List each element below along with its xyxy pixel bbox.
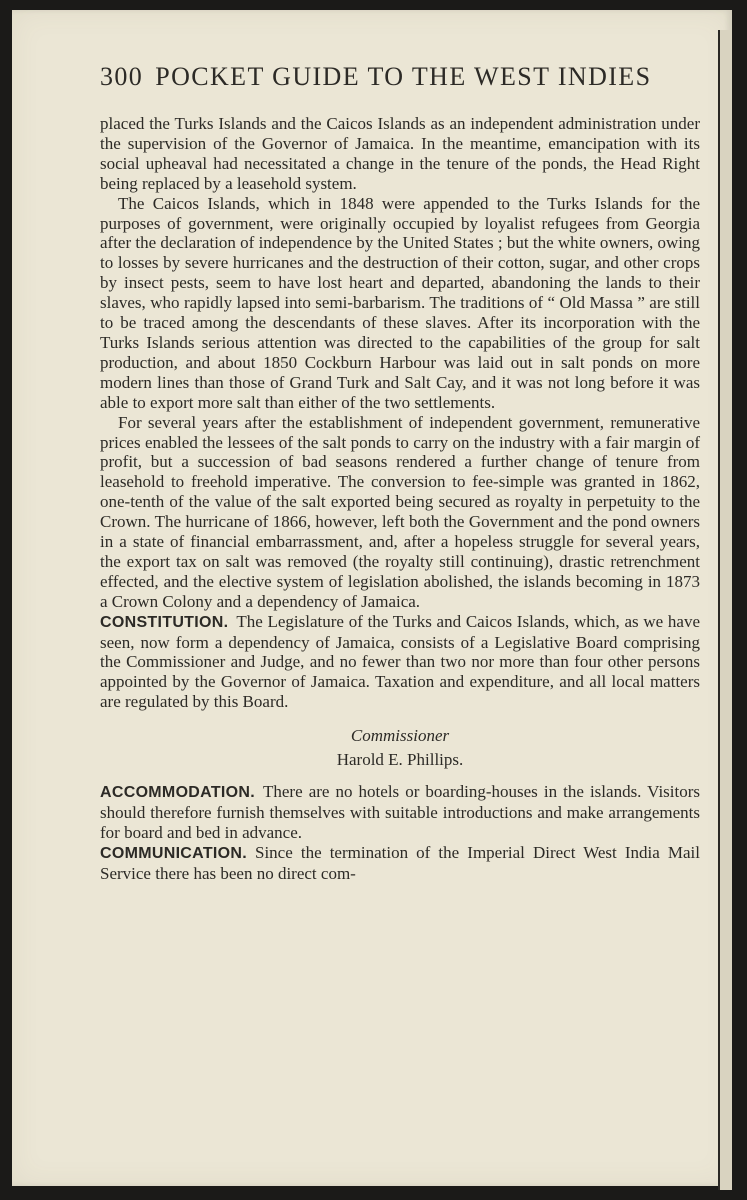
commissioner-block (100, 726, 700, 770)
communication-heading: COMMUNICATION. (100, 844, 247, 862)
book-page (12, 10, 732, 1186)
section-constitution (100, 612, 700, 713)
paragraph-government-history: For several years after the establishment of independent government, remunerative prices enabled the lessees of the salt ponds to carry on the industry with a fair margin of profit, but a succession of bad seasons rendered a further change of tenure from leasehold to freehold imperative. The conversion to fee-simple was granted in 1862, one-tenth of the value of the salt exported being secured as royalty in perpetuity to the Crown. The hurricane of 1866, however, left both the Government and the pond owners in a state of financial embarrassment, and, after a hopeless struggle for several years, the export tax on salt was removed (the royalty still continuing), drastic retrenchment effected, and the elective system of legislation abolished, the islands becoming in 1873 a Crown Colony and a dependency of Jamaica. (100, 412, 700, 611)
commissioner-role: Commissioner (350, 726, 450, 746)
page-edge (718, 30, 732, 1190)
body-text (100, 114, 700, 884)
paragraph-continued: placed the Turks Islands and the Caicos Islands as an independent administration under the supervision of the Governor of Jamaica. In the meantime, emancipation with its social upheaval had necessitated a change in the tenure of the ponds, the Head Right being replaced by a leasehold system. (100, 114, 700, 193)
section-accommodation (100, 782, 700, 843)
accommodation-text: There are no hotels or boarding-houses in the islands. Visitors should therefore furnish themselves with suitable introductions and make arrangements for board and bed in advance. (100, 782, 700, 842)
constitution-text: The Legislature of the Turks and Caicos Islands, which, as we have seen, now form a dependency of Jamaica, consists of a Legislative Board comprising the Commissioner and Judge, and no fewer than two nor more than four other persons appointed by the Governor of Jamaica. Taxation and expenditure, and all local matters are regulated by this Board. (100, 611, 700, 712)
section-communication (100, 843, 700, 884)
commissioner-name: Harold E. Phillips. (336, 750, 464, 770)
paragraph-caicos-history: The Caicos Islands, which in 1848 were appended to the Turks Islands for the purposes of government, were originally occupied by loyalist refugees from Georgia after the declaration of independence by the United States ; but the white owners, owing to losses by severe hurricanes and the destruction of their cotton, sugar, and other crops by insect pests, seem to have lost heart and departed, abandoning the lands to their slaves, who rapidly lapsed into semi-barbarism. The traditions of “ Old Massa ” are still to be traced among the descendants of these slaves. After its incorporation with the Turks Islands serious attention was directed to the capabilities of the group for salt production, and about 1850 Cockburn Harbour was laid out in salt ponds on more modern lines than those of Grand Turk and Salt Cay, and it was not long before it was able to export more salt than either of the two settlements. (100, 193, 701, 412)
running-header (100, 62, 670, 92)
accommodation-heading: ACCOMMODATION. (100, 784, 255, 801)
communication-text: Since the termination of the Imperial Direct West India Mail Service there has been no direct com- (100, 842, 700, 883)
page-number: 300 (100, 62, 144, 91)
running-title: POCKET GUIDE TO THE WEST INDIES (155, 62, 652, 91)
constitution-heading: CONSTITUTION. (100, 613, 229, 631)
